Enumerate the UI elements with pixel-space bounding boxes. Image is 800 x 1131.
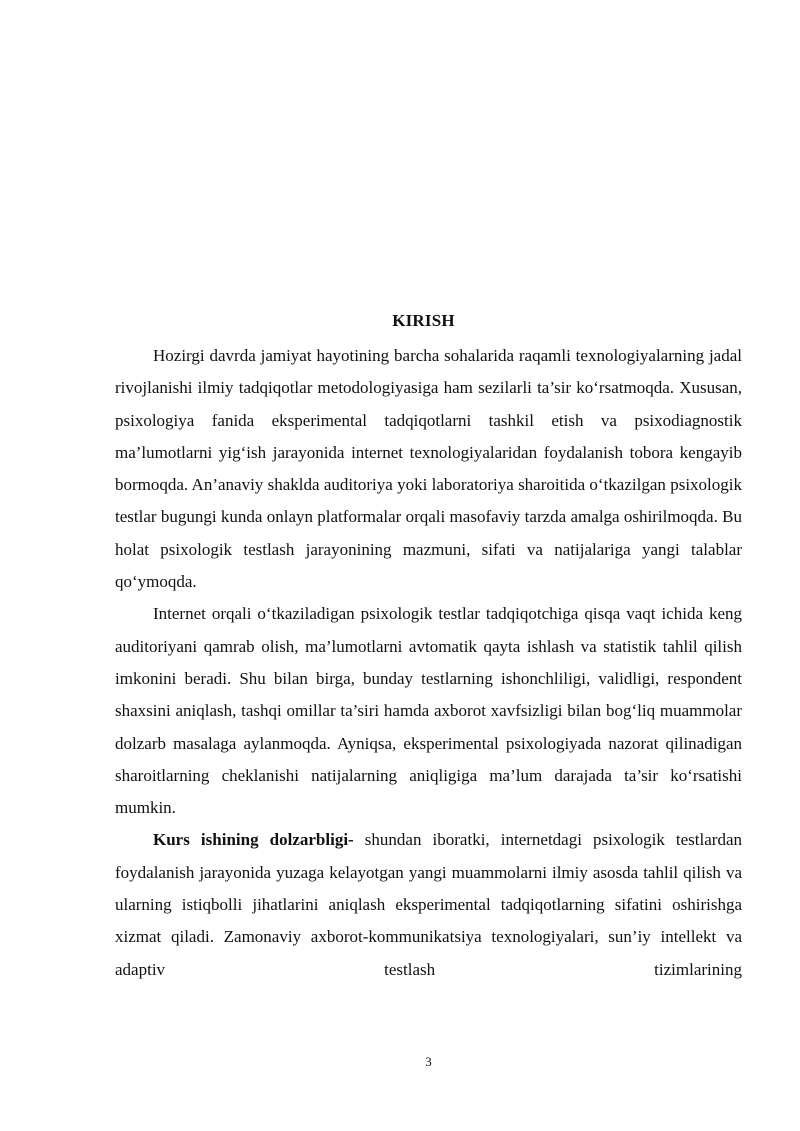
paragraph-relevance bbox=[115, 824, 742, 985]
section-heading-text: KIRISH bbox=[392, 311, 455, 330]
paragraph-internet-testing bbox=[115, 598, 742, 824]
body-text bbox=[115, 340, 742, 986]
page-number: 3 bbox=[425, 1054, 432, 1069]
paragraph-introduction bbox=[115, 340, 742, 598]
paragraph-lead-term: Kurs ishining dolzarbligi- bbox=[153, 830, 354, 850]
paragraph-text: Internet orqali o‘tkaziladigan psixologik testlar tadqiqotchiga qisqa vaqt ichida keng auditoriyani qamrab olish, ma’lumotlarni avtomatik qayta ishlash va statistik tahlil qilish imkonini beradi. Shu bilan birga, bunday testlarning ishonchliligi, validligi, respondent shaxsini aniqlash, tashqi omillar ta’siri hamda axborot xavfsizligi bilan bog‘liq muammolar dolzarb masalaga aylanmoqda. Ayniqsa, eksperimental psixologiyada nazorat qilinadigan sharoitlarning cheklanishi natijalarning aniqligiga ma’lum darajada ta’sir ko‘rsatishi mumkin. bbox=[115, 604, 742, 818]
paragraph-text: shundan iboratki, internetdagi psixologik testlardan foydalanish jarayonida yuzaga kelayotgan yangi muammolarni ilmiy asosda tahlil qilish va ularning istiqbolli jihatlarini aniqlash eksperimental tadqiqotlarning sifatini oshirishga xizmat qiladi. Zamonaviy axborot-kommunikatsiya texnologiyalari, sun’iy intellekt va adaptiv testlash tizimlarining bbox=[115, 830, 742, 979]
section-heading bbox=[0, 309, 800, 333]
paragraph-text: Hozirgi davrda jamiyat hayotining barcha sohalarida raqamli texnologiyalarning jadal rivojlanishi ilmiy tadqiqotlar metodologiyasiga ham sezilarli ta’sir ko‘rsatmoqda. Xususan, psixologiya fanida eksperimental tadqiqotlarni tashkil etish va psixodiagnostik ma’lumotlarni yig‘ish jarayonida internet texnologiyalaridan foydalanish tobora kengayib bormoqda. An’anaviy shaklda auditoriya yoki laboratoriya sharoitida o‘tkazilgan psixologik testlar bugungi kunda onlayn platformalar orqali masofaviy tarzda amalga oshirilmoqda. Bu holat psixologik testlash jarayonining mazmuni, sifati va natijalariga yangi talablar qo‘ymoqda. bbox=[115, 346, 742, 592]
